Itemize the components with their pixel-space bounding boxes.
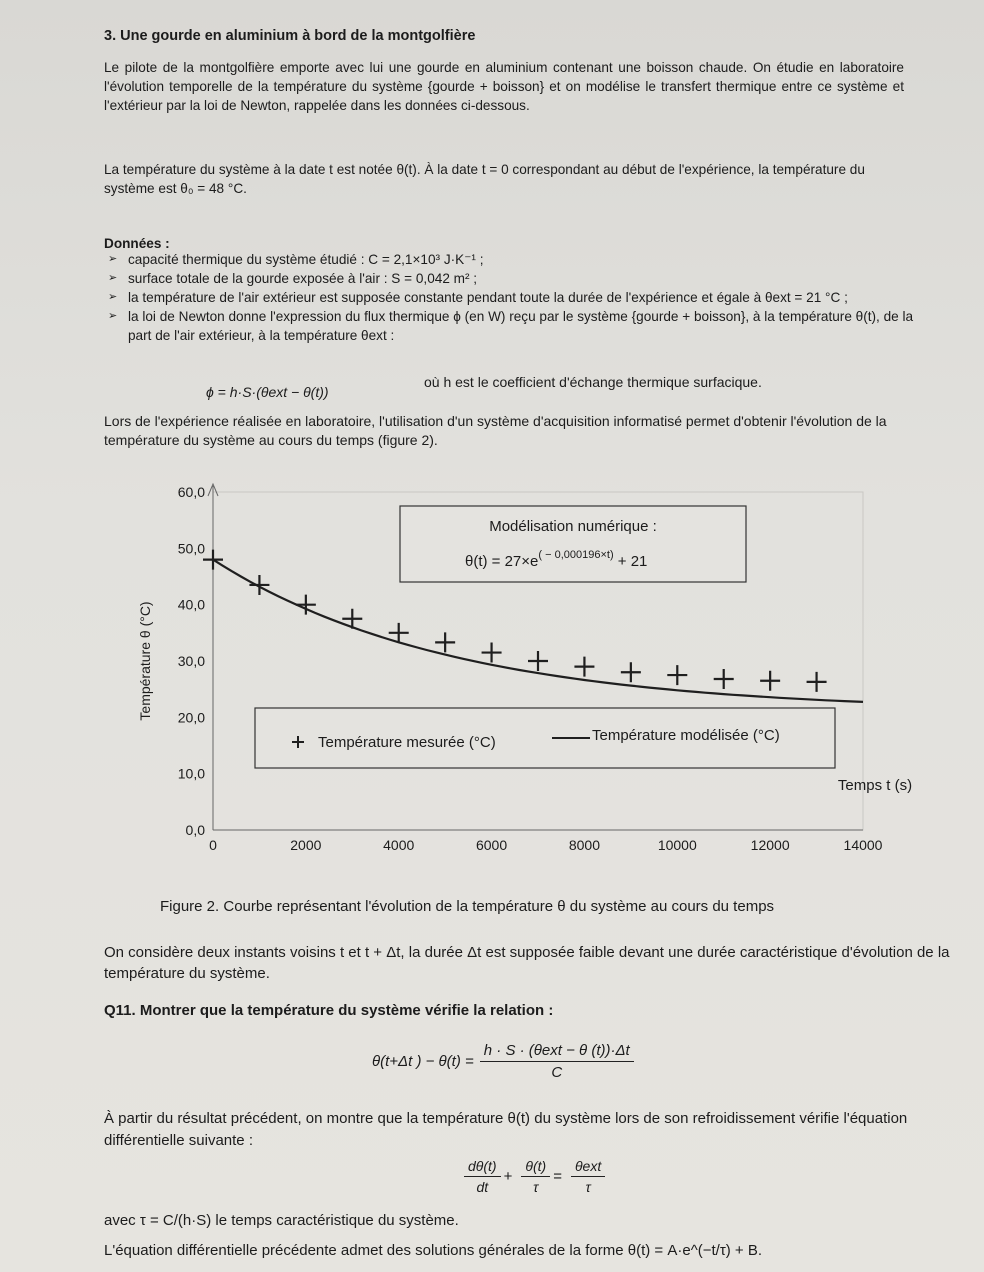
y-tick-label: 30,0	[177, 653, 205, 669]
measured-point	[621, 662, 641, 682]
newton-note: où h est le coefficient d'échange thermique surfacique.	[424, 374, 762, 390]
differential-equation	[458, 1158, 605, 1195]
y-axis-label: Température θ (°C)	[137, 601, 153, 721]
measured-point	[249, 575, 269, 595]
donnee-item: ➢ la température de l'air extérieur est supposée constante pendant toute la durée de l'expérience et égale à θext = 21 °C ;	[104, 288, 922, 307]
legend-measured-label: Température mesurée (°C)	[318, 734, 496, 751]
model-box-title: Modélisation numérique :	[489, 518, 657, 535]
measured-point	[760, 671, 780, 691]
x-tick-label: 8000	[568, 837, 601, 853]
relation-denominator: C	[551, 1064, 563, 1081]
relation-lhs: θ(t+Δt ) − θ(t) =	[372, 1053, 474, 1070]
measured-point	[528, 651, 548, 671]
relation-equation	[372, 1042, 634, 1081]
measured-point	[667, 665, 687, 685]
model-box-equation: $\theta(t) = 27\times e^{( - 0,000196\times t)} + 21$	[465, 549, 648, 570]
legend-model-label: Température modélisée (°C)	[592, 727, 780, 744]
exercise-title: 3. Une gourde en aluminium à bord de la montgolfière	[104, 28, 476, 44]
newton-formula: ϕ = h·S·(θext − θ(t))	[206, 384, 329, 400]
x-tick-label: 6000	[475, 837, 508, 853]
diff-plus: +	[503, 1168, 513, 1185]
donnee-item: ➢ capacité thermique du système étudié : C = 2,1×10³ J·K⁻¹ ;	[104, 250, 922, 269]
instants-paragraph: On considère deux instants voisins t et t + Δt, la durée Δt est supposée faible devant une durée caractéristique d'évolution de la température du système.	[104, 944, 950, 982]
measured-point	[574, 657, 594, 677]
y-tick-label: 0,0	[185, 822, 205, 838]
y-tick-label: 50,0	[177, 540, 205, 557]
tau-paragraph: avec τ = C/(h·S) le temps caractéristique du système.	[104, 1212, 459, 1229]
diff-term-3-den: τ	[585, 1179, 591, 1195]
figure-caption: Figure 2. Courbe représentant l'évolution de la température θ du système au cours du temps	[160, 898, 775, 915]
donnees-title: Données :	[104, 236, 170, 251]
donnee-item: ➢ la loi de Newton donne l'expression du flux thermique ϕ (en W) reçu par le système {gourde + boisson}, à la température θ(t), de la part de l'air extérieur, à la température θext :	[104, 307, 922, 345]
measured-point	[714, 669, 734, 689]
x-tick-label: 10000	[657, 837, 697, 853]
relation-fraction	[480, 1042, 634, 1081]
donnee-item: ➢ surface totale de la gourde exposée à l'air : S = 0,042 m² ;	[104, 269, 922, 288]
measured-point	[807, 672, 827, 692]
measured-point	[435, 632, 455, 652]
measured-point	[203, 550, 223, 570]
diff-term-3	[571, 1158, 605, 1195]
diff-term-2-num: θ(t)	[521, 1158, 550, 1177]
intro-paragraph: Le pilote de la montgolfière emporte avec lui une gourde en aluminium contenant une boisson chaude. On étudie en laboratoire l'évolution temporelle de la température du système {gourde + boisson} et on modélise le transfert thermique entre ce système et l'extérieur par la loi de Newton, rappelée dans les données ci-dessous.	[104, 60, 904, 113]
y-tick-label: 40,0	[177, 596, 205, 613]
diff-term-1-den: dt	[476, 1179, 489, 1195]
temperature-chart	[100, 474, 960, 874]
diff-term-1-num: dθ(t)	[464, 1158, 501, 1177]
diff-term-2-den: τ	[533, 1179, 539, 1195]
y-tick-label: 20,0	[177, 709, 205, 726]
diff-term-1	[464, 1158, 501, 1195]
diff-equals: =	[553, 1168, 562, 1185]
experiment-paragraph: Lors de l'expérience réalisée en laboratoire, l'utilisation d'un système d'acquisition informatisé permet d'obtenir l'évolution de la température du système au cours du temps (figure 2).	[104, 413, 887, 448]
x-axis-label: Temps t (s)	[837, 777, 913, 794]
donnees-list	[104, 250, 922, 345]
x-tick-label: 4000	[383, 837, 415, 853]
y-tick-label: 60,0	[177, 484, 205, 500]
y-tick-label: 10,0	[177, 765, 205, 782]
diff-term-3-num: θext	[571, 1158, 605, 1177]
x-tick-label: 14000	[843, 837, 883, 853]
x-tick-label: 0	[209, 837, 217, 853]
measured-point	[482, 643, 502, 663]
question-q11: Q11. Montrer que la température du système vérifie la relation :	[104, 1002, 554, 1019]
result-paragraph: À partir du résultat précédent, on montre que la température θ(t) du système lors de son refroidissement vérifie l'équation différentielle suivante :	[104, 1110, 908, 1149]
x-tick-label: 12000	[750, 837, 790, 853]
x-tick-label: 2000	[290, 837, 322, 853]
initial-temperature-paragraph: La température du système à la date t est notée θ(t). À la date t = 0 correspondant au début de l'expérience, la température du système est θ₀ = 48 °C.	[104, 162, 865, 196]
solution-paragraph: L'équation différentielle précédente admet des solutions générales de la forme θ(t) = A·e^(−t/τ) + B.	[104, 1242, 763, 1259]
relation-numerator: h · S · (θext − θ (t))·Δt	[480, 1042, 634, 1062]
diff-term-2	[521, 1158, 550, 1195]
